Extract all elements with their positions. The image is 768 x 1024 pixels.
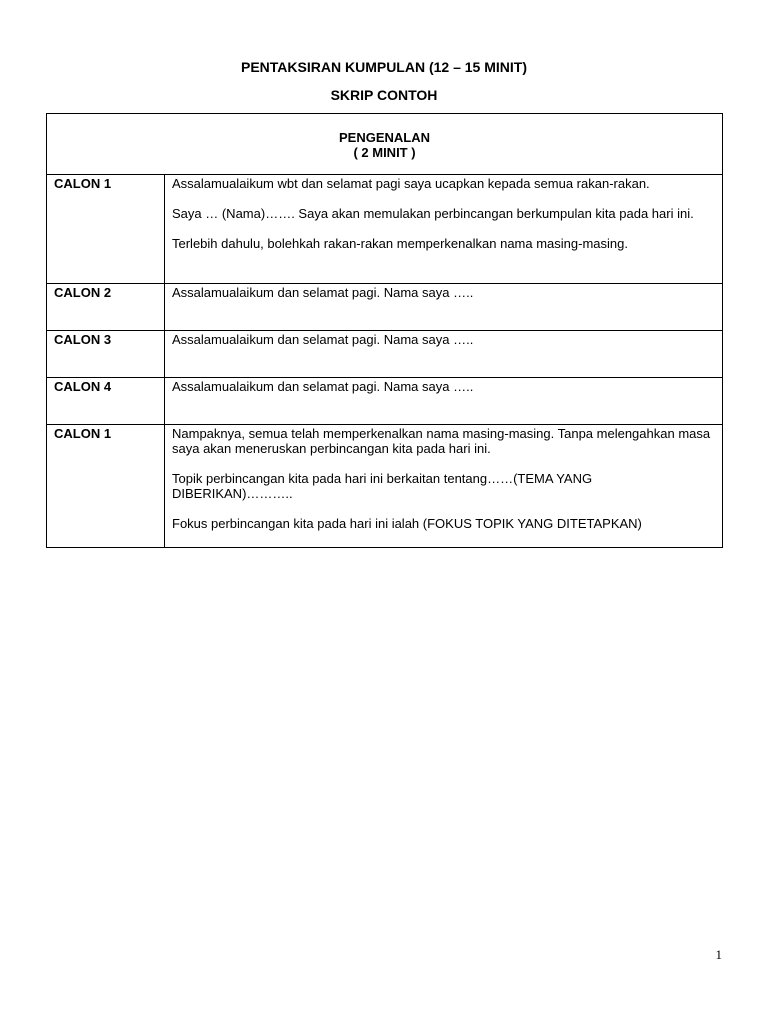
script-paragraph: Assalamualaikum dan selamat pagi. Nama saya ….. (172, 332, 474, 347)
script-paragraph: Saya … (Nama)……. Saya akan memulakan perbincangan berkumpulan kita pada hari ini. (172, 206, 694, 221)
script-table (46, 113, 723, 548)
table-row (47, 284, 723, 331)
script-paragraph: Topik perbincangan kita pada hari ini berkaitan tentang……(TEMA YANG DIBERIKAN)……….. (172, 471, 593, 501)
table-row (47, 378, 723, 425)
table-row (47, 331, 723, 378)
script-paragraph: Assalamualaikum wbt dan selamat pagi saya ucapkan kepada semua rakan-rakan. (172, 176, 650, 191)
script-text (165, 175, 723, 284)
speaker-label: CALON 2 (47, 284, 165, 331)
document-title: PENTAKSIRAN KUMPULAN (12 – 15 MINIT) (241, 59, 527, 75)
table-row (47, 425, 723, 548)
script-text (165, 284, 723, 331)
section-heading: PENGENALAN (339, 130, 431, 145)
section-duration: ( 2 MINIT ) (353, 145, 416, 160)
script-text (165, 331, 723, 378)
script-paragraph: Nampaknya, semua telah memperkenalkan nama masing-masing. Tanpa melengahkan masa saya akan meneruskan perbincangan kita pada hari ini. (172, 426, 711, 456)
script-paragraph: Terlebih dahulu, bolehkah rakan-rakan memperkenalkan nama masing-masing. (172, 236, 628, 251)
script-paragraph: Fokus perbincangan kita pada hari ini ialah (FOKUS TOPIK YANG DITETAPKAN) (172, 516, 642, 531)
script-text (165, 425, 723, 548)
document-subtitle: SKRIP CONTOH (330, 87, 438, 103)
script-paragraph: Assalamualaikum dan selamat pagi. Nama saya ….. (172, 285, 474, 300)
speaker-label: CALON 1 (47, 175, 165, 284)
speaker-label: CALON 4 (47, 378, 165, 425)
script-paragraph: Assalamualaikum dan selamat pagi. Nama saya ….. (172, 379, 474, 394)
page-number: 1 (715, 947, 722, 962)
section-header (47, 114, 723, 175)
table-row (47, 175, 723, 284)
speaker-label: CALON 3 (47, 331, 165, 378)
script-text (165, 378, 723, 425)
speaker-label: CALON 1 (47, 425, 165, 548)
